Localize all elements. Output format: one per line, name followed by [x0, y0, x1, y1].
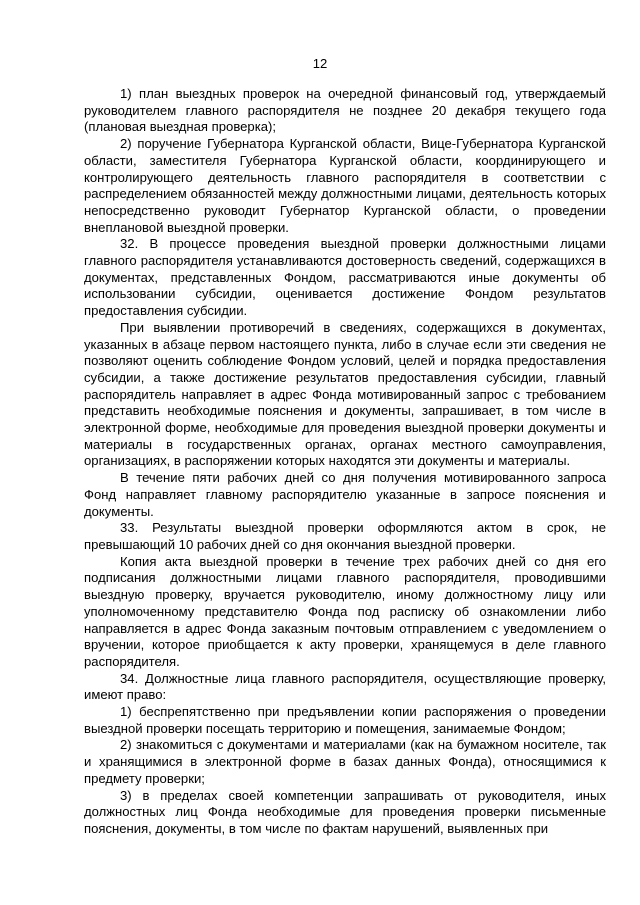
paragraph-7: Копия акта выездной проверки в течение трех рабочих дней со дня его подписания должностными лицами главного распорядителя, проводившими выездную проверку, вручается руководителю, иному должностному лицу или уполномоченному представителю Фонда под расписку об ознакомлении либо направляется в адрес Фонда заказным почтовым отправлением с уведомлением о вручении, которое приобщается к акту проверки, хранящемуся в деле главного распорядителя. [84, 553, 606, 669]
paragraph-1: 1) план выездных проверок на очередной финансовый год, утверждаемый руководителем главного распорядителя не позднее 20 декабря текущего года (плановая выездная проверка); [84, 86, 606, 135]
paragraph-8: 34. Должностные лица главного распорядителя, осуществляющие проверку, имеют право: [84, 670, 606, 703]
paragraph-10: 2) знакомиться с документами и материалами (как на бумажном носителе, так и хранящимися в электронной форме в базах данных Фонда), относящимися к предмету проверки; [84, 737, 606, 786]
paragraph-3: 32. В процессе проведения выездной проверки должностными лицами главного распорядителя устанавливаются достоверность сведений, содержащихся в документах, представленных Фондом, рассматриваются иные документы об использовании субсидии, оценивается достижение Фондом результатов предоставления субсидии. [84, 236, 606, 319]
paragraph-11: 3) в пределах своей компетенции запрашивать от руководителя, иных должностных лиц Фонда необходимые для проведения проверки письменные пояснения, документы, в том числе по фактам нарушений, выявленных при [84, 787, 606, 836]
document-body [84, 86, 606, 838]
paragraph-2: 2) поручение Губернатора Курганской области, Вице-Губернатора Курганской области, заместителя Губернатора Курганской области, координирующего и контролирующего деятельность главного распорядителя в соответствии с распределением обязанностей между должностными лицами, деятельность которых непосредственно руководит Губернатор Курганской области, о проведении внеплановой выездной проверки. [84, 136, 606, 235]
paragraph-9: 1) беспрепятственно при предъявлении копии распоряжения о проведении выездной проверки посещать территорию и помещения, занимаемые Фондом; [84, 704, 606, 736]
paragraph-5: В течение пяти рабочих дней со дня получения мотивированного запроса Фонд направляет главному распорядителю указанные в запросе пояснения и документы. [84, 470, 606, 519]
paragraph-6: 33. Результаты выездной проверки оформляются актом в срок, не превышающий 10 рабочих дней со дня окончания выездной проверки. [84, 520, 606, 552]
page-number: 12 [312, 56, 328, 71]
paragraph-4: При выявлении противоречий в сведениях, содержащихся в документах, указанных в абзаце первом настоящего пункта, либо в случае если эти сведения не позволяют оценить соблюдение Фондом условий, целей и порядка предоставления субсидии, а также достижение результатов предоставления субсидии, главный распорядитель направляет в адрес Фонда мотивированный запрос с требованием представить необходимые пояснения и документы, запрашивает, в том числе в электронной форме, необходимые для проведения выездной проверки документы и материалы в государственных органах, органах местного самоуправления, организациях, в распоряжении которых находятся эти документы и материалы. [84, 319, 606, 469]
